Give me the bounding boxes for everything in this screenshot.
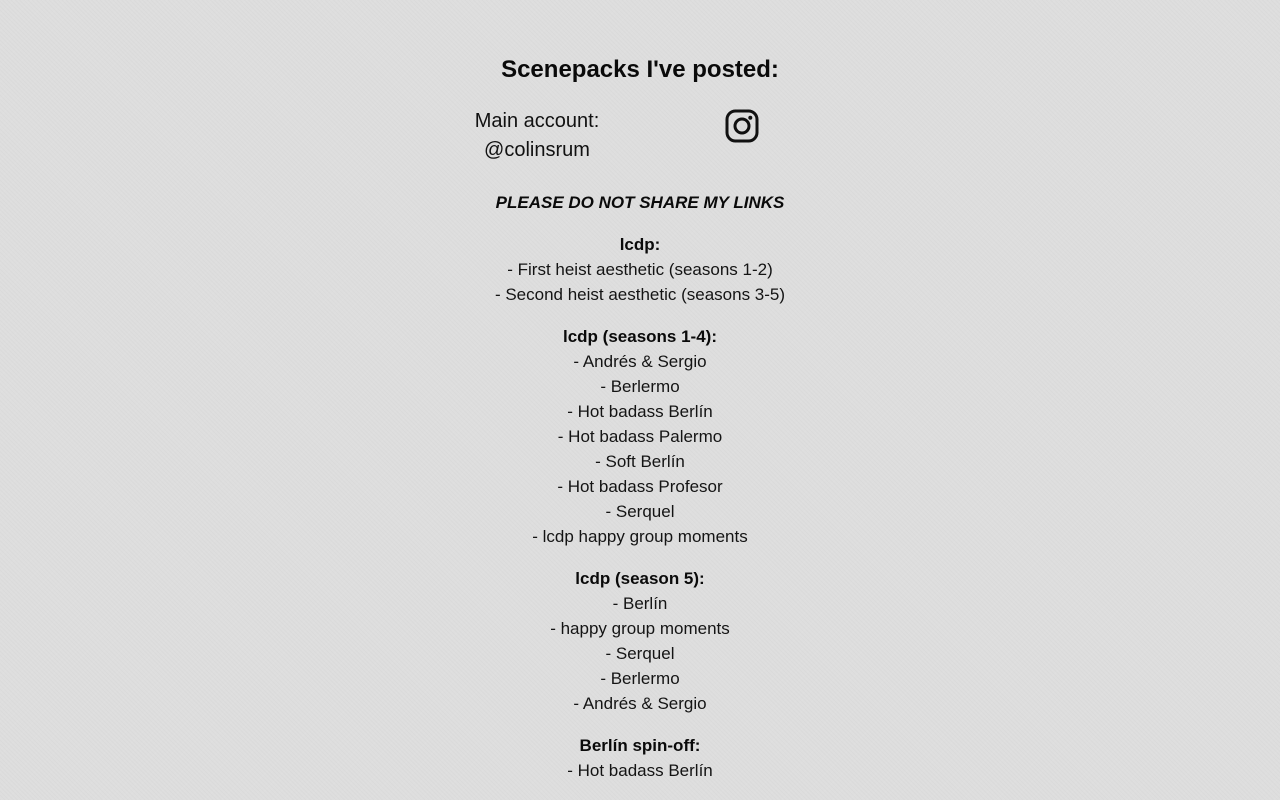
section-lcdp-seasons-1-4 (0, 324, 1280, 549)
main-account-label: Main account: (474, 110, 600, 132)
scenepack-link[interactable]: - Hot badass Berlín (567, 761, 713, 780)
scenepack-link[interactable]: - Andrés & Sergio (573, 694, 707, 713)
scenepack-list (0, 257, 1280, 307)
list-item (0, 499, 1280, 524)
scenepack-link[interactable]: - Hot badass Berlín (567, 402, 713, 421)
scenepack-link[interactable]: - Berlermo (600, 377, 680, 396)
list-item (0, 591, 1280, 616)
scenepack-link[interactable]: - Second heist aesthetic (seasons 3-5) (494, 285, 786, 304)
list-item (0, 449, 1280, 474)
scenepack-link[interactable]: - Serquel (605, 502, 675, 521)
scenepack-link[interactable]: - Berlín (612, 594, 668, 613)
scenepack-link[interactable]: - Hot badass Profesor (557, 477, 723, 496)
scenepack-link[interactable]: - Soft Berlín (595, 452, 685, 471)
instagram-link[interactable] (724, 108, 760, 144)
list-item (0, 524, 1280, 549)
list-item (0, 641, 1280, 666)
section-berlin-spin-off (0, 733, 1280, 783)
main-account-handle: @colinsrum (484, 139, 590, 161)
scenepack-list (0, 758, 1280, 783)
list-item (0, 616, 1280, 641)
scenepack-link[interactable]: - Andrés & Sergio (573, 352, 707, 371)
instagram-icon (724, 108, 760, 144)
scenepack-sections (0, 232, 1280, 800)
section-lcdp (0, 232, 1280, 307)
do-not-share-warning: PLEASE DO NOT SHARE MY LINKS (495, 193, 785, 212)
scenepack-link[interactable]: - First heist aesthetic (seasons 1-2) (507, 260, 773, 279)
scenepack-link[interactable]: - Hot badass Palermo (557, 427, 723, 446)
list-item (0, 691, 1280, 716)
section-heading: lcdp: (619, 235, 661, 254)
list-item (0, 257, 1280, 282)
scenepack-list (0, 591, 1280, 716)
section-heading: lcdp (seasons 1-4): (563, 327, 717, 346)
list-item (0, 374, 1280, 399)
list-item (0, 666, 1280, 691)
list-item (0, 399, 1280, 424)
page-title: Scenepacks I've posted: (501, 56, 779, 83)
list-item (0, 349, 1280, 374)
scenepack-link[interactable]: - happy group moments (550, 619, 730, 638)
section-heading: lcdp (season 5): (575, 569, 705, 588)
section-lcdp-season-5 (0, 566, 1280, 716)
section-heading: Berlín spin-off: (579, 736, 701, 755)
scenepack-list (0, 349, 1280, 549)
scenepack-link[interactable]: - Berlermo (600, 669, 680, 688)
list-item (0, 424, 1280, 449)
list-item (0, 758, 1280, 783)
scenepack-link[interactable]: - Serquel (605, 644, 675, 663)
scenepack-link[interactable]: - lcdp happy group moments (532, 527, 748, 546)
list-item (0, 282, 1280, 307)
main-account (437, 107, 637, 165)
list-item (0, 474, 1280, 499)
